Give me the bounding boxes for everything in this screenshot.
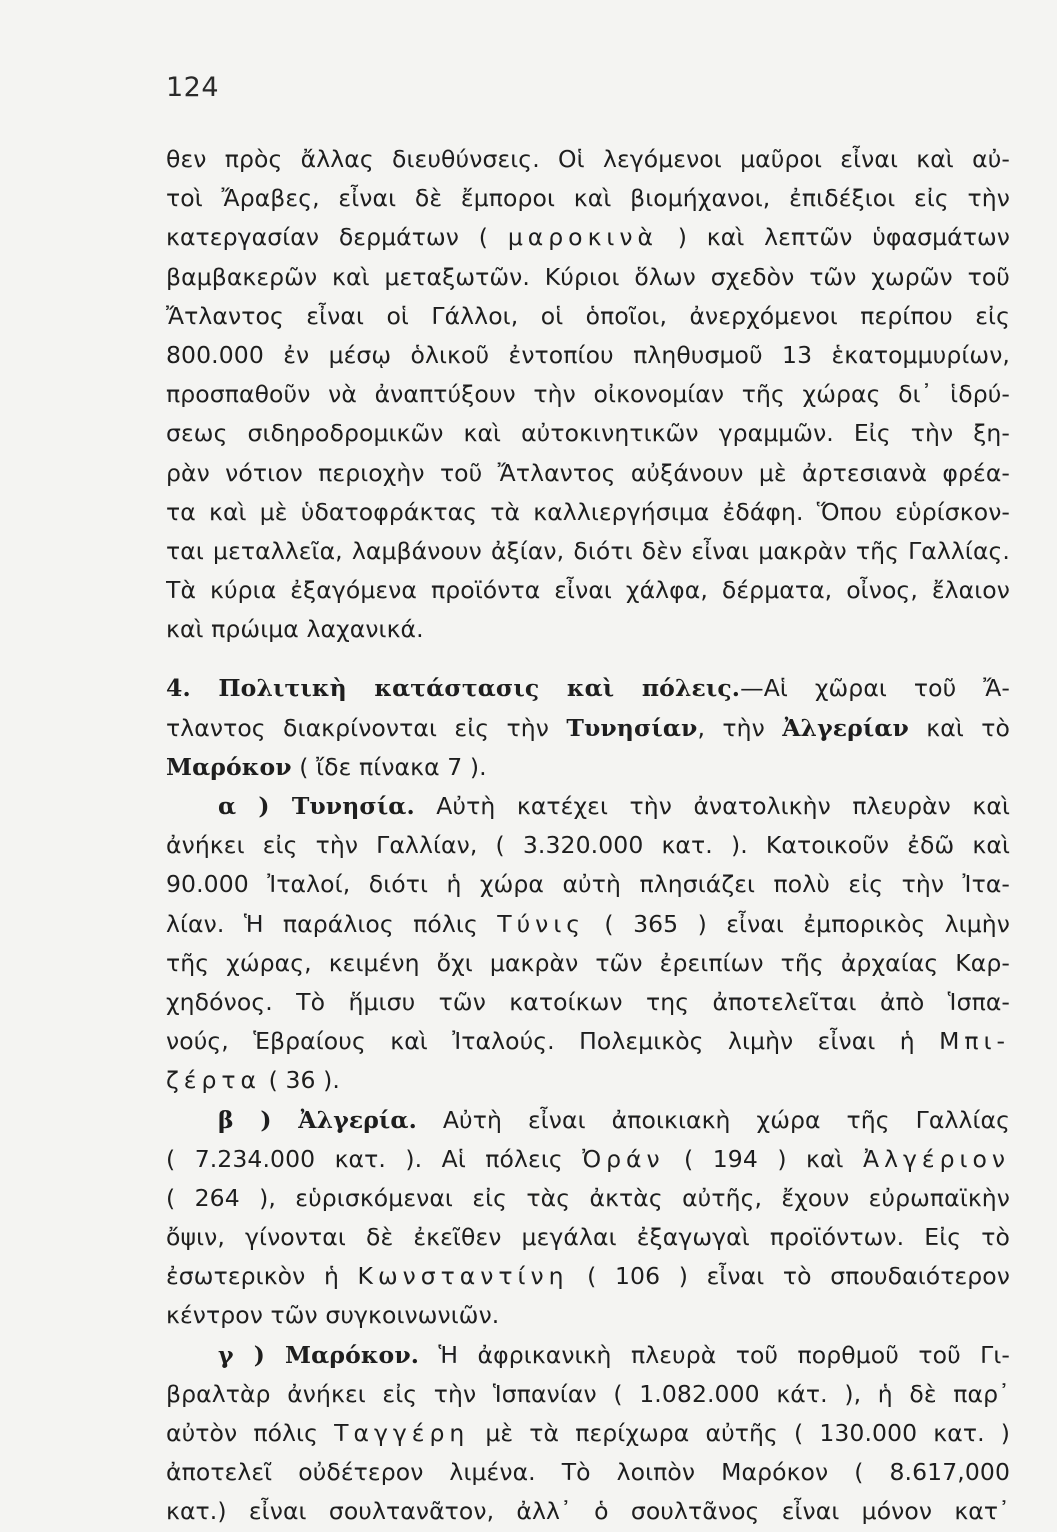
text-run: τῆς χώρας, κειμένη ὄχι μακρὰν τῶν ἐρειπίων τῆς ἀρχαίας Καρ- xyxy=(166,948,1010,977)
text-run: ται μεταλλεῖα, λαμβάνουν ἀξίαν, διότι δὲν εἶναι μακρὰν τῆς Γαλλίας. xyxy=(166,536,1010,565)
text-run: ἀποτελεῖ οὐδέτερον λιμένα. Τὸ λοιπὸν Μαρόκον ( 8.617,000 xyxy=(166,1458,1010,1487)
text-line xyxy=(166,179,1010,218)
spaced-emphasis: Τύνις xyxy=(497,909,586,938)
text-run: τλαντος διακρίνονται εἰς τὴν xyxy=(166,713,567,742)
text-line xyxy=(166,905,1010,944)
text-line xyxy=(166,669,1010,708)
spaced-emphasis: ζέρτα xyxy=(166,1066,262,1095)
spaced-emphasis: μαροκινὰ xyxy=(507,223,658,252)
page-number: 124 xyxy=(166,72,220,103)
spaced-emphasis: Μπι- xyxy=(939,1027,1010,1056)
spaced-emphasis: Ὀράν xyxy=(582,1144,665,1173)
text-line xyxy=(166,258,1010,297)
text-line xyxy=(166,1414,1010,1453)
bold-heading: γ ) Μαρόκον. xyxy=(218,1340,420,1369)
spaced-emphasis: Ταγγέρη xyxy=(334,1419,470,1447)
text-line xyxy=(166,140,1010,179)
text-line xyxy=(166,1179,1010,1218)
text-run: ( 264 ), εὑρισκόμεναι εἰς τὰς ἀκτὰς αὐτῆς, ἔχουν εὐρωπαϊκὴν xyxy=(166,1183,1010,1212)
bold-heading: Μαρόκον xyxy=(166,752,292,781)
text-line xyxy=(166,375,1010,414)
text-run: ( ἴδε πίνακα 7 ). xyxy=(291,752,487,781)
text-run: ρὰν νότιον περιοχὴν τοῦ Ἄτλαντος αὐξάνουν μὲ ἀρτεσιανὰ φρέα- xyxy=(166,458,1010,487)
text-run: κατεργασίαν δερμάτων ( xyxy=(166,223,508,252)
text-line xyxy=(166,1101,1010,1140)
bold-heading: α ) Τυνησία. xyxy=(218,792,415,820)
bold-heading: 4. Πολιτικὴ κατάστασις καὶ πόλεις. xyxy=(166,674,741,703)
text-line xyxy=(166,1453,1010,1492)
bold-heading: β ) Ἀλγερία. xyxy=(218,1105,417,1134)
text-line xyxy=(166,218,1010,257)
text-line xyxy=(166,1218,1010,1257)
bold-heading: Τυνησίαν xyxy=(566,713,698,742)
text-run: αὐτὸν πόλις xyxy=(166,1419,335,1447)
text-line xyxy=(166,336,1010,375)
text-run: τα καὶ μὲ ὑδατοφράκτας τὰ καλλιεργήσιμα ἐδάφη. Ὅπου εὑρίσκον- xyxy=(166,497,1010,526)
text-line xyxy=(166,1375,1010,1414)
text-line xyxy=(166,1061,1010,1100)
text-line xyxy=(166,1140,1010,1179)
text-run: ( 365 ) εἶναι ἐμπορικὸς λιμὴν xyxy=(585,909,1010,938)
text-line xyxy=(166,1022,1010,1061)
text-line xyxy=(166,1336,1010,1375)
text-run: ) καὶ λεπτῶν ὑφασμάτων xyxy=(657,223,1010,252)
bold-heading: Ἀλγερίαν xyxy=(782,713,909,742)
text-run: καὶ πρώιμα λαχανικά. xyxy=(166,615,424,644)
text-run: προσπαθοῦν νὰ ἀναπτύξουν τὴν οἰκονομίαν τῆς χώρας δι᾽ ἱδρύ- xyxy=(166,380,1010,409)
text-run: κατ.) εἶναι σουλτανᾶτον, ἀλλ᾽ ὁ σουλτᾶνος εἶναι μόνον κατ᾽ xyxy=(166,1497,1010,1526)
text-line xyxy=(166,454,1010,493)
text-line xyxy=(166,865,1010,904)
text-line xyxy=(166,826,1010,865)
text-line xyxy=(166,532,1010,571)
text-run: ἀνήκει εἰς τὴν Γαλλίαν, ( 3.320.000 κατ. ). Κατοικοῦν ἐδῶ καὶ xyxy=(166,831,1010,860)
text-line xyxy=(166,787,1010,826)
text-line xyxy=(166,983,1010,1022)
section-gap xyxy=(166,649,1010,669)
text-run: καὶ τὸ xyxy=(908,713,1010,742)
text-run: Αὐτὴ εἶναι ἀποικιακὴ χώρα τῆς Γαλλίας xyxy=(416,1105,1010,1134)
text-run: μὲ τὰ περίχωρα αὐτῆς ( 130.000 κατ. ) xyxy=(469,1419,1010,1447)
text-run: ὄψιν, γίνονται δὲ ἐκεῖθεν μεγάλαι ἐξαγωγαὶ προϊόντων. Εἰς τὸ xyxy=(166,1223,1010,1252)
text-run: ἐσωτερικὸν ἡ xyxy=(166,1262,358,1291)
text-run: χηδόνος. Τὸ ἥμισυ τῶν κατοίκων της ἀποτελεῖται ἀπὸ Ἱσπα- xyxy=(166,987,1010,1016)
text-run: 90.000 Ἰταλοί, διότι ἡ χώρα αὐτὴ πλησιάζει πολὺ εἰς τὴν Ἰτα- xyxy=(166,870,1010,899)
text-line xyxy=(166,610,1010,649)
text-run: Ἄτλαντος εἶναι οἱ Γάλλοι, οἱ ὁποῖοι, ἀνερχόμενοι περίπου εἰς xyxy=(166,301,1010,330)
text-run: ( 194 ) καὶ xyxy=(664,1144,864,1173)
text-run: λίαν. Ἡ παράλιος πόλις xyxy=(166,909,498,938)
text-line xyxy=(166,571,1010,610)
spaced-emphasis: Κωνσταντίνη xyxy=(357,1262,569,1291)
text-run: ( 36 ). xyxy=(261,1066,340,1095)
body-text xyxy=(166,140,1010,1532)
text-line xyxy=(166,414,1010,453)
text-run: —Αἱ χῶραι τοῦ Ἄ- xyxy=(740,674,1010,703)
spaced-emphasis: Ἀλγέριον xyxy=(863,1144,1010,1173)
text-line xyxy=(166,1257,1010,1296)
text-line xyxy=(166,944,1010,983)
text-run: σεως σιδηροδρομικῶν καὶ αὐτοκινητικῶν γραμμῶν. Εἰς τὴν ξη- xyxy=(166,419,1010,448)
text-run: Τὰ κύρια ἐξαγόμενα προϊόντα εἶναι χάλφα, δέρματα, οἶνος, ἔλαιον xyxy=(166,576,1010,605)
text-run: Αὐτὴ κατέχει τὴν ἀνατολικὴν πλευρὰν καὶ xyxy=(414,792,1010,820)
text-run: , τὴν xyxy=(697,713,783,742)
text-run: ( 7.234.000 κατ. ). Αἱ πόλεις xyxy=(166,1144,583,1173)
text-run: 800.000 ἐν μέσῳ ὁλικοῦ ἐντοπίου πληθυσμοῦ 13 ἑκατομμυρίων, xyxy=(166,340,1010,369)
text-line xyxy=(166,493,1010,532)
text-line xyxy=(166,297,1010,336)
text-run: νούς, Ἑβραίους καὶ Ἰταλούς. Πολεμικὸς λιμὴν εἶναι ἡ xyxy=(166,1027,940,1056)
text-run: ( 106 ) εἶναι τὸ σπουδαιότερον xyxy=(568,1262,1010,1291)
text-line xyxy=(166,748,1010,787)
text-run: Ἡ ἀφρικανικὴ πλευρὰ τοῦ πορθμοῦ τοῦ Γι- xyxy=(419,1340,1010,1369)
text-line xyxy=(166,1492,1010,1531)
text-run: θεν πρὸς ἄλλας διευθύνσεις. Οἱ λεγόμενοι μαῦροι εἶναι καὶ αὐ- xyxy=(166,145,1010,173)
text-run: τοὶ Ἄραβες, εἶναι δὲ ἔμποροι καὶ βιομήχανοι, ἐπιδέξιοι εἰς τὴν xyxy=(166,184,1010,213)
text-run: βαμβακερῶν καὶ μεταξωτῶν. Κύριοι ὅλων σχεδὸν τῶν χωρῶν τοῦ xyxy=(166,262,1010,291)
text-run: κέντρον τῶν συγκοινωνιῶν. xyxy=(166,1301,500,1330)
text-run: βραλτὰρ ἀνήκει εἰς τὴν Ἱσπανίαν ( 1.082.000 κάτ. ), ἡ δὲ παρ᾽ xyxy=(166,1379,1010,1408)
text-line xyxy=(166,1296,1010,1335)
text-line xyxy=(166,709,1010,748)
